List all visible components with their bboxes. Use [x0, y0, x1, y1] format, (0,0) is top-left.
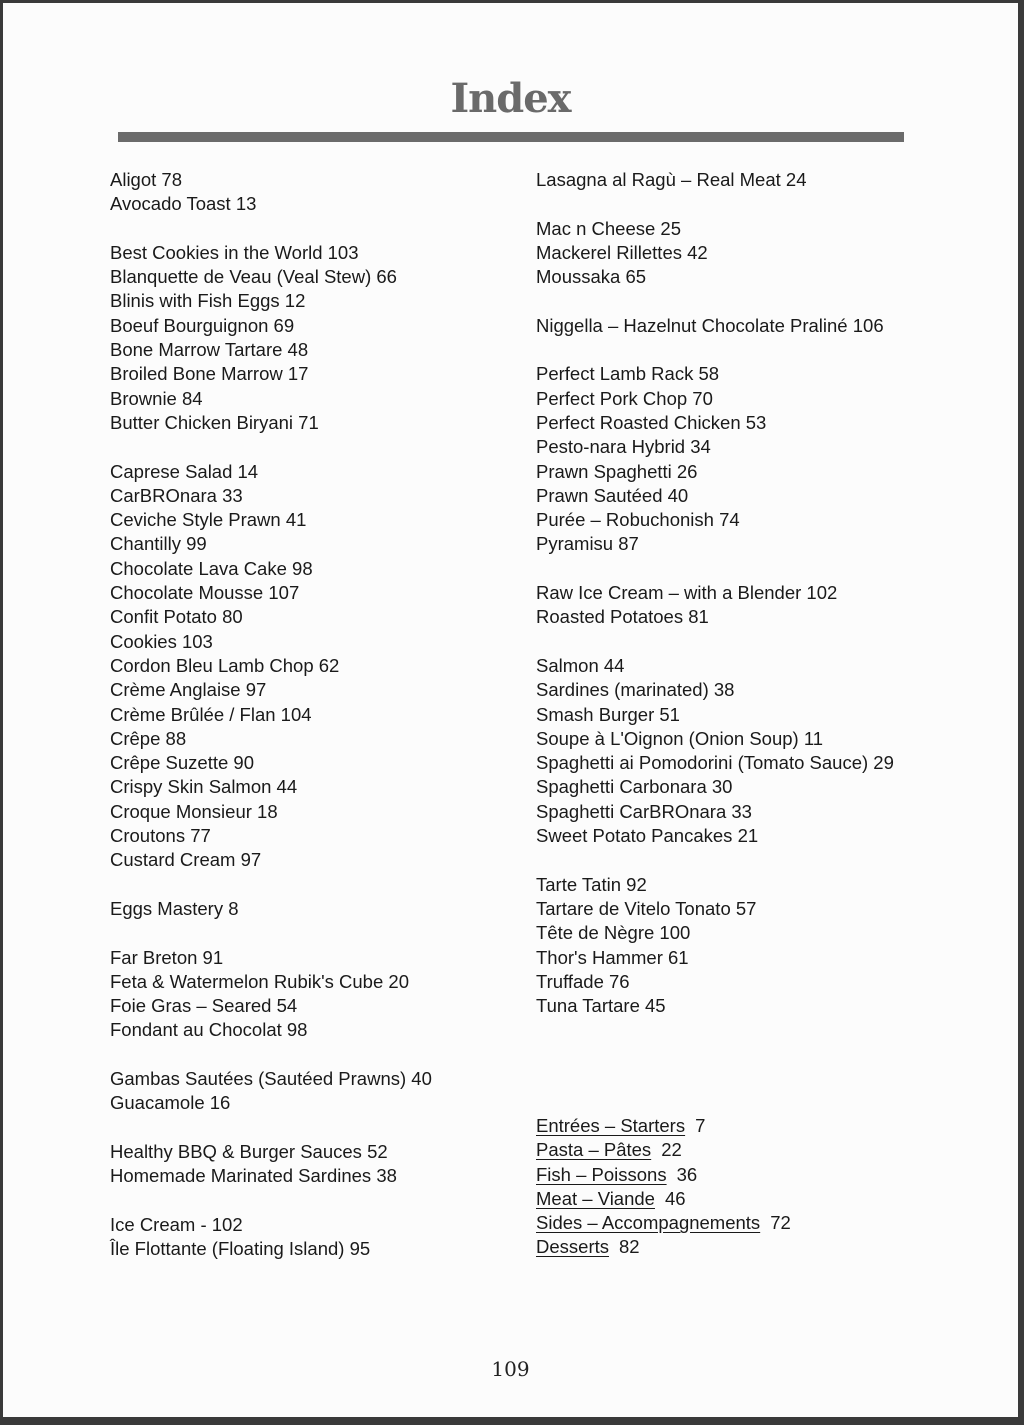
section-entry: [536, 1163, 791, 1187]
index-entry: Spaghetti ai Pomodorini (Tomato Sauce) 29: [536, 752, 894, 774]
group-spacer: [110, 1188, 432, 1212]
section-entry: [536, 1138, 791, 1162]
index-entry: Feta & Watermelon Rubik's Cube 20: [110, 970, 409, 992]
index-entry: Best Cookies in the World 103: [110, 241, 359, 263]
section-page-number: 82: [619, 1236, 640, 1258]
index-entry: Prawn Spaghetti 26: [536, 460, 698, 482]
section-link[interactable]: Sides – Accompagnements: [536, 1212, 761, 1234]
index-entry: Confit Potato 80: [110, 606, 243, 628]
section-link[interactable]: Desserts: [536, 1236, 609, 1258]
index-entry: Purée – Robuchonish 74: [536, 509, 740, 531]
page-title: Index: [450, 75, 571, 122]
section-entry: [536, 1187, 791, 1211]
index-entry: Crêpe 88: [110, 727, 187, 749]
index-entry: Raw Ice Cream – with a Blender 102: [536, 582, 838, 604]
page-number: 109: [491, 1357, 530, 1381]
index-entry: Boeuf Bourguignon 69: [110, 314, 295, 336]
index-entry: Prawn Sautéed 40: [536, 484, 689, 506]
section-link[interactable]: Fish – Poissons: [536, 1163, 667, 1185]
index-entry: Tête de Nègre 100: [536, 922, 691, 944]
index-entry: Bone Marrow Tartare 48: [110, 339, 309, 361]
index-entry: Sardines (marinated) 38: [536, 679, 735, 701]
index-entry: Ice Cream - 102: [110, 1213, 243, 1235]
index-entry: Homemade Marinated Sardines 38: [110, 1165, 397, 1187]
index-entry: Smash Burger 51: [536, 703, 680, 725]
index-entry: Gambas Sautées (Sautéed Prawns) 40: [110, 1067, 432, 1089]
index-entry: Soupe à L'Oignon (Onion Soup) 11: [536, 727, 824, 749]
section-link[interactable]: Pasta – Pâtes: [536, 1139, 652, 1161]
index-entry: Sweet Potato Pancakes 21: [536, 825, 759, 847]
index-entry: Brownie 84: [110, 387, 203, 409]
group-spacer: [110, 435, 432, 459]
section-entry: [536, 1211, 791, 1235]
section-entry: [536, 1235, 791, 1259]
index-entry: Thor's Hammer 61: [536, 946, 689, 968]
index-entry: Custard Cream 97: [110, 849, 262, 871]
section-page-number: 7: [695, 1115, 706, 1136]
index-entry: Butter Chicken Biryani 71: [110, 411, 319, 433]
index-entry: Lasagna al Ragù – Real Meat 24: [536, 169, 807, 190]
group-spacer: [110, 1043, 432, 1067]
index-entry: Perfect Roasted Chicken 53: [536, 411, 767, 433]
index-entry: Spaghetti CarBROnara 33: [536, 800, 752, 822]
group-spacer: [536, 192, 894, 216]
index-entry: Chocolate Lava Cake 98: [110, 557, 313, 579]
index-entry: Avocado Toast 13: [110, 193, 257, 215]
index-entry: Perfect Lamb Rack 58: [536, 363, 720, 385]
index-entry: Chocolate Mousse 107: [110, 582, 300, 604]
index-entry: Salmon 44: [536, 654, 625, 676]
index-entry: Moussaka 65: [536, 266, 647, 288]
index-entry: Far Breton 91: [110, 946, 224, 968]
index-entry: Pyramisu 87: [536, 533, 639, 555]
index-entry: Croutons 77: [110, 825, 211, 847]
index-entry: Eggs Mastery 8: [110, 897, 239, 919]
index-entry: Foie Gras – Seared 54: [110, 995, 298, 1017]
group-spacer: [110, 1116, 432, 1140]
index-entry: Broiled Bone Marrow 17: [110, 363, 309, 385]
index-entry: Perfect Pork Chop 70: [536, 387, 713, 409]
index-entry: Crêpe Suzette 90: [110, 752, 254, 774]
index-entry: CarBROnara 33: [110, 484, 243, 506]
index-entry: Blinis with Fish Eggs 12: [110, 290, 306, 312]
section-page-number: 72: [770, 1212, 791, 1234]
index-entry: Blanquette de Veau (Veal Stew) 66: [110, 266, 397, 288]
group-spacer: [536, 289, 894, 313]
index-entry: Aligot 78: [110, 169, 182, 190]
section-page-number: 22: [661, 1139, 682, 1161]
index-entry: Ceviche Style Prawn 41: [110, 509, 307, 531]
section-page-number: 46: [664, 1187, 686, 1209]
section-entry: [536, 1114, 791, 1138]
group-spacer: [536, 557, 894, 581]
index-entry: Crème Anglaise 97: [110, 679, 267, 701]
section-link[interactable]: Meat – Viande: [536, 1187, 655, 1209]
group-spacer: [110, 217, 432, 241]
index-entry: Mac n Cheese 25: [536, 217, 682, 239]
index-entry: Niggella – Hazelnut Chocolate Praliné 106: [536, 314, 884, 336]
group-spacer: [536, 338, 894, 362]
book-page: [3, 3, 1018, 1417]
section-link[interactable]: Entrées – Starters: [536, 1115, 686, 1136]
index-entry: Fondant au Chocolat 98: [110, 1019, 308, 1041]
index-entry: Cookies 103: [110, 630, 213, 652]
group-spacer: [536, 848, 894, 872]
index-entry: Spaghetti Carbonara 30: [536, 776, 733, 798]
index-column-right: [536, 168, 894, 1018]
index-entry: Truffade 76: [536, 970, 630, 992]
group-spacer: [110, 921, 432, 945]
index-entry: Crispy Skin Salmon 44: [110, 776, 298, 798]
index-entry: Mackerel Rillettes 42: [536, 241, 708, 263]
index-entry: Croque Monsieur 18: [110, 800, 278, 822]
index-entry: Caprese Salad 14: [110, 460, 259, 482]
index-column-left: [110, 168, 432, 1261]
section-page-number: 36: [676, 1163, 698, 1185]
group-spacer: [536, 630, 894, 654]
index-entry: Île Flottante (Floating Island) 95: [110, 1238, 371, 1260]
title-rule: [118, 132, 904, 142]
index-entry: Crème Brûlée / Flan 104: [110, 703, 312, 725]
section-links: [536, 1114, 791, 1260]
index-entry: Chantilly 99: [110, 533, 207, 555]
index-entry: Tarte Tatin 92: [536, 873, 647, 895]
index-entry: Healthy BBQ & Burger Sauces 52: [110, 1140, 388, 1162]
index-entry: Tuna Tartare 45: [536, 995, 666, 1017]
index-entry: Roasted Potatoes 81: [536, 606, 709, 628]
index-entry: Pesto-nara Hybrid 34: [536, 436, 711, 458]
index-entry: Tartare de Vitelo Tonato 57: [536, 897, 757, 919]
index-entry: Guacamole 16: [110, 1092, 231, 1114]
index-entry: Cordon Bleu Lamb Chop 62: [110, 654, 340, 676]
group-spacer: [110, 873, 432, 897]
